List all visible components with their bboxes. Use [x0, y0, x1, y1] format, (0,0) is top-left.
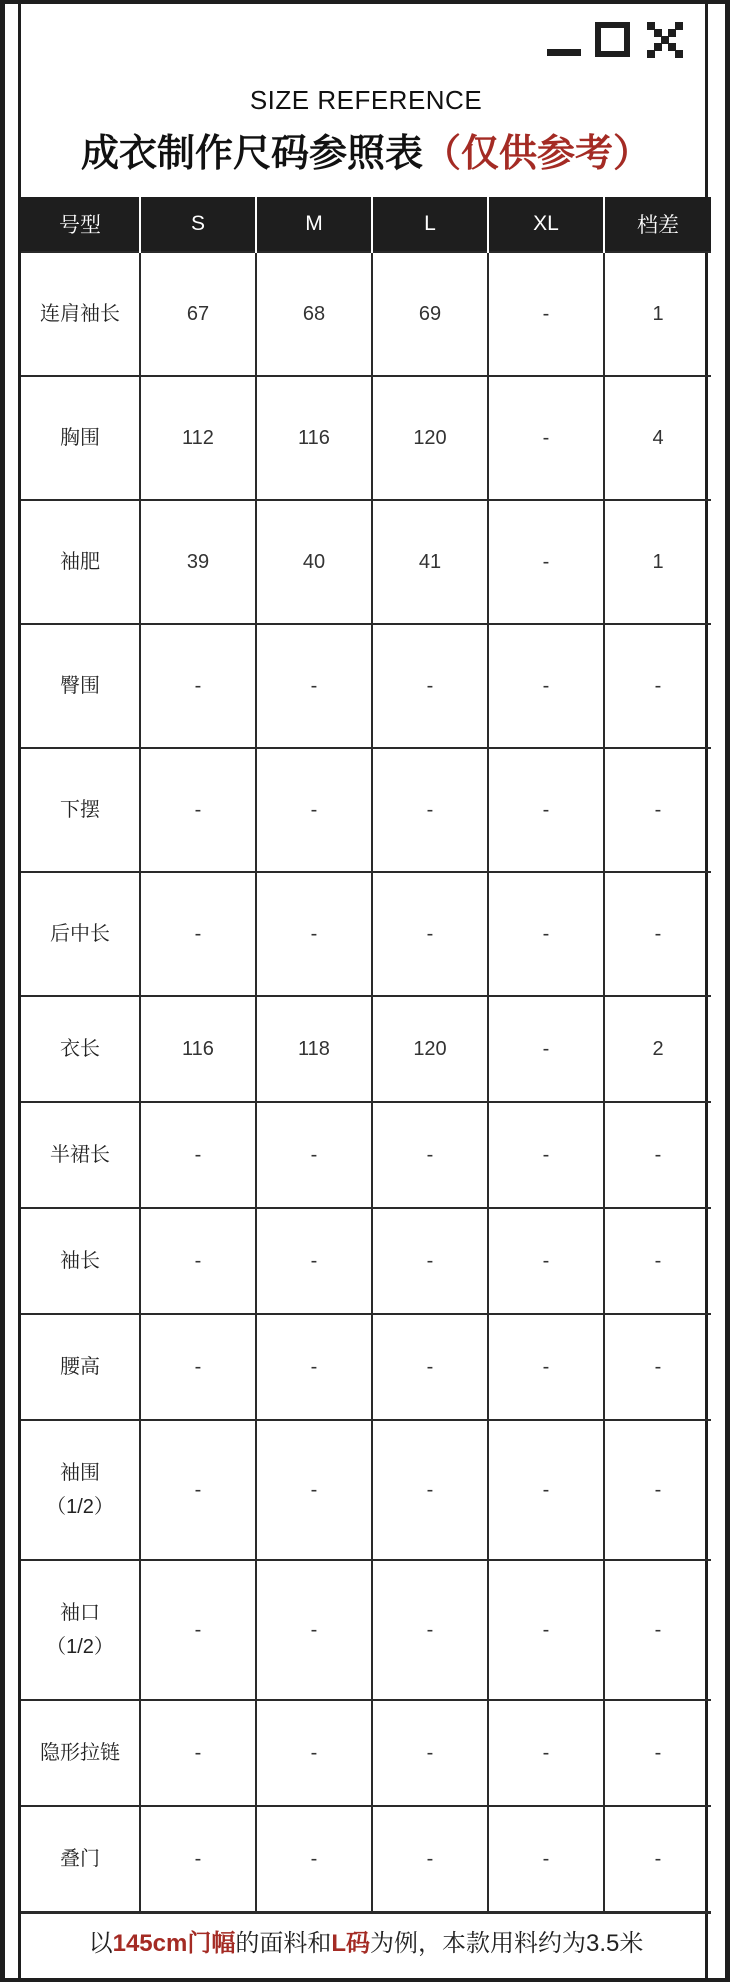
table-cell: - — [604, 1314, 711, 1420]
table-cell: 118 — [256, 996, 372, 1102]
minimize-icon[interactable] — [547, 22, 583, 58]
table-cell: - — [256, 1700, 372, 1806]
column-header: S — [140, 197, 256, 252]
table-cell: - — [256, 1102, 372, 1208]
table-cell: - — [488, 1420, 604, 1560]
row-label-line: （1/2） — [46, 1496, 114, 1518]
table-cell: 1 — [604, 252, 711, 376]
table-cell: 120 — [372, 376, 488, 500]
table-cell: - — [488, 1560, 604, 1700]
table-row — [21, 500, 711, 624]
table-cell: 2 — [604, 996, 711, 1102]
column-header: 档差 — [604, 197, 711, 252]
column-header: XL — [488, 197, 604, 252]
table-cell: 67 — [140, 252, 256, 376]
table-cell: 116 — [256, 376, 372, 500]
size-table — [21, 197, 711, 1913]
table-cell: 68 — [256, 252, 372, 376]
table-cell: - — [604, 1700, 711, 1806]
row-label — [21, 252, 140, 376]
row-label — [21, 1102, 140, 1208]
note-text: 为例，本款用料约为3.5米 — [370, 1930, 644, 1957]
note-highlight-size: L码 — [331, 1930, 371, 1957]
table-row — [21, 1560, 711, 1700]
row-label-line: 腰高 — [60, 1356, 100, 1378]
table-cell: - — [372, 1700, 488, 1806]
table-row — [21, 1420, 711, 1560]
row-label — [21, 624, 140, 748]
table-cell: - — [256, 748, 372, 872]
maximize-icon[interactable] — [595, 22, 631, 58]
row-label — [21, 1420, 140, 1560]
table-cell: - — [488, 872, 604, 996]
table-cell: - — [604, 1102, 711, 1208]
note-highlight-fabric-width: 145cm门幅 — [112, 1930, 236, 1957]
size-chart-panel — [18, 0, 708, 1982]
table-header-row — [21, 197, 711, 252]
note-text: 以 — [88, 1930, 113, 1957]
row-label-line: （1/2） — [46, 1636, 114, 1658]
table-cell: - — [372, 1314, 488, 1420]
note-text: 的面料和 — [235, 1930, 332, 1957]
table-row — [21, 252, 711, 376]
table-cell: - — [372, 1102, 488, 1208]
table-cell: - — [140, 872, 256, 996]
row-label — [21, 872, 140, 996]
table-cell: - — [488, 376, 604, 500]
table-cell: - — [140, 1700, 256, 1806]
table-cell: - — [140, 1806, 256, 1912]
table-row — [21, 1700, 711, 1806]
table-row — [21, 376, 711, 500]
table-cell: - — [140, 1420, 256, 1560]
close-icon[interactable] — [647, 22, 683, 58]
row-label-line: 连肩袖长 — [40, 303, 120, 325]
table-cell: - — [604, 872, 711, 996]
table-cell: - — [488, 996, 604, 1102]
table-cell: - — [372, 872, 488, 996]
column-header: 号型 — [21, 197, 140, 252]
table-cell: - — [604, 748, 711, 872]
table-cell: - — [372, 1806, 488, 1912]
row-label — [21, 1560, 140, 1700]
table-row — [21, 624, 711, 748]
table-cell: 112 — [140, 376, 256, 500]
row-label — [21, 748, 140, 872]
table-cell: 1 — [604, 500, 711, 624]
table-row — [21, 1102, 711, 1208]
table-cell: 40 — [256, 500, 372, 624]
table-cell: - — [604, 1420, 711, 1560]
title-main: 成衣制作尺码参照表 — [80, 133, 423, 175]
row-label-line: 衣长 — [60, 1038, 100, 1060]
table-cell: - — [372, 1420, 488, 1560]
row-label-line: 叠门 — [60, 1848, 100, 1870]
table-cell: - — [488, 1700, 604, 1806]
table-cell: - — [604, 1208, 711, 1314]
row-label-line: 袖口 — [60, 1602, 100, 1624]
table-row — [21, 1314, 711, 1420]
table-cell: - — [488, 748, 604, 872]
table-cell: - — [256, 1208, 372, 1314]
table-cell: - — [140, 748, 256, 872]
table-cell: - — [140, 1102, 256, 1208]
table-cell: - — [256, 1806, 372, 1912]
row-label — [21, 500, 140, 624]
row-label-line: 臀围 — [60, 675, 100, 697]
table-cell: - — [604, 1806, 711, 1912]
window-controls — [547, 22, 687, 58]
table-cell: - — [256, 872, 372, 996]
table-cell: - — [372, 1208, 488, 1314]
table-cell: - — [140, 624, 256, 748]
row-label-line: 半裙长 — [50, 1144, 110, 1166]
title-note: （仅供参考） — [423, 133, 652, 175]
row-label — [21, 376, 140, 500]
table-cell: - — [256, 624, 372, 748]
row-label-line: 隐形拉链 — [40, 1742, 120, 1764]
table-row — [21, 748, 711, 872]
table-cell: 41 — [372, 500, 488, 624]
column-header: M — [256, 197, 372, 252]
row-label-line: 袖肥 — [60, 551, 100, 573]
column-header: L — [372, 197, 488, 252]
table-cell: 69 — [372, 252, 488, 376]
table-cell: - — [256, 1560, 372, 1700]
table-cell: 120 — [372, 996, 488, 1102]
table-cell: - — [604, 1560, 711, 1700]
table-row — [21, 872, 711, 996]
row-label-line: 袖围 — [60, 1462, 100, 1484]
table-cell: - — [372, 1560, 488, 1700]
table-cell: 4 — [604, 376, 711, 500]
table-cell: - — [604, 624, 711, 748]
row-label — [21, 1314, 140, 1420]
row-label-line: 后中长 — [50, 923, 110, 945]
row-label-line: 下摆 — [60, 799, 100, 821]
table-cell: - — [488, 624, 604, 748]
table-cell: - — [488, 1806, 604, 1912]
fabric-usage-note — [21, 1912, 711, 1978]
row-label-line: 胸围 — [60, 427, 100, 449]
table-cell: - — [372, 624, 488, 748]
table-cell: - — [256, 1420, 372, 1560]
table-cell: 116 — [140, 996, 256, 1102]
row-label — [21, 996, 140, 1102]
table-cell: - — [488, 1314, 604, 1420]
table-row — [21, 1208, 711, 1314]
page-title — [21, 122, 711, 177]
table-cell: - — [372, 748, 488, 872]
header-subtitle: SIZE REFERENCE — [249, 85, 483, 115]
table-cell: - — [140, 1314, 256, 1420]
table-cell: - — [488, 252, 604, 376]
row-label — [21, 1700, 140, 1806]
table-cell: - — [140, 1208, 256, 1314]
row-label — [21, 1806, 140, 1912]
table-cell: - — [256, 1314, 372, 1420]
table-cell: - — [488, 500, 604, 624]
row-label — [21, 1208, 140, 1314]
row-label-line: 袖长 — [60, 1250, 100, 1272]
table-cell: 39 — [140, 500, 256, 624]
table-cell: - — [140, 1560, 256, 1700]
table-cell: - — [488, 1102, 604, 1208]
table-row — [21, 1806, 711, 1912]
table-row — [21, 996, 711, 1102]
table-cell: - — [488, 1208, 604, 1314]
